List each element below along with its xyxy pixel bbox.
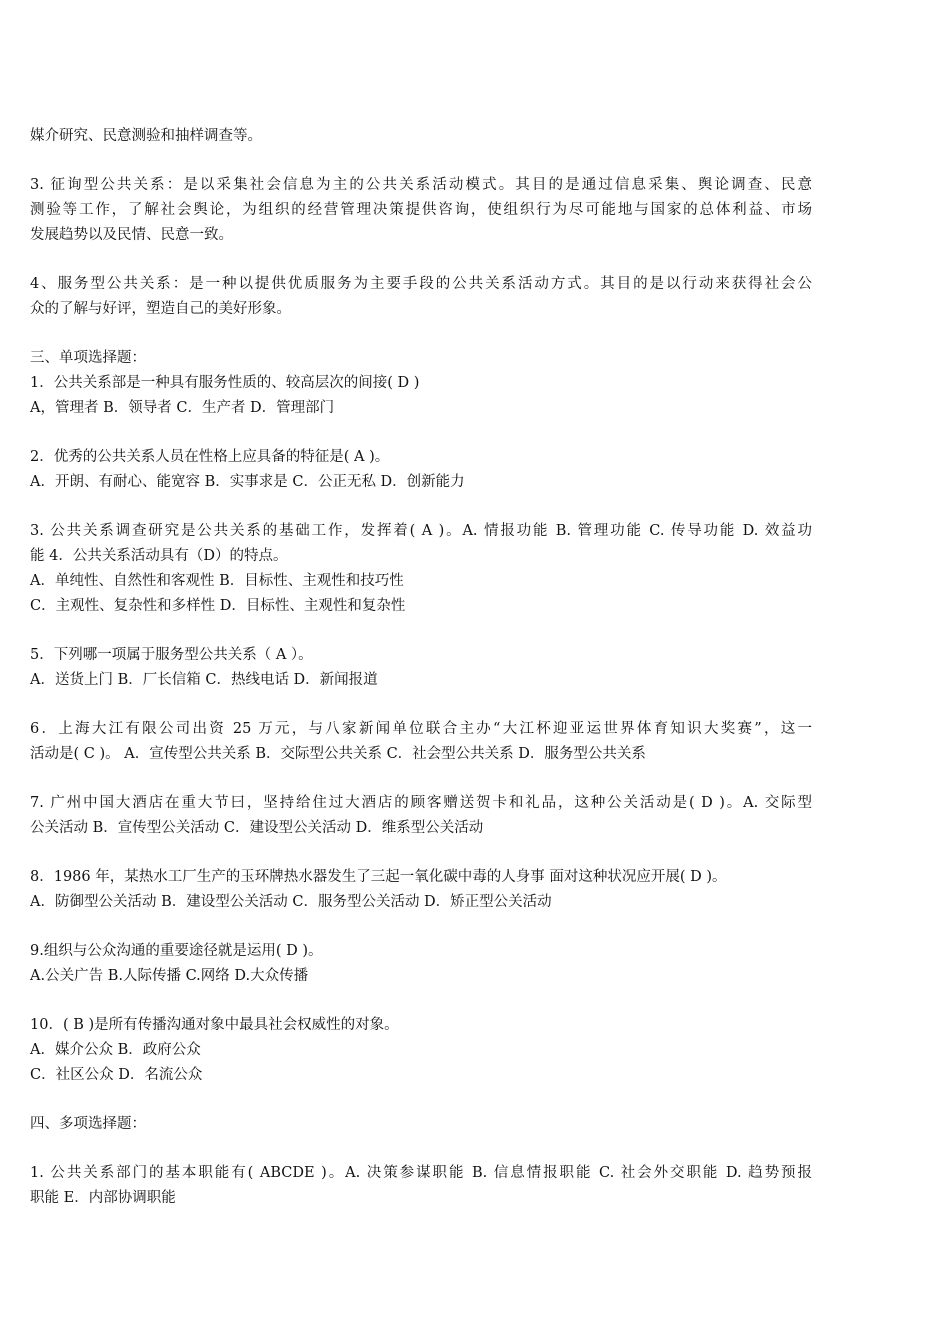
question-options: A．送货上门 B．厂长信箱 C．热线电话 D．新闻报道 <box>30 672 378 688</box>
question-options: C．社区公众 D．名流公众 <box>30 1067 203 1083</box>
question-options: A．单纯性、自然性和客观性 B．目标性、主观性和技巧性 <box>30 573 404 589</box>
question-options: A．开朗、有耐心、能宽容 B．实事求是 C．公正无私 D．创新能力 <box>30 474 465 490</box>
question-text: 3. 公共关系调查研究是公共关系的基础工作，发挥着( A )。A. 情报功能 B. 管理功能 C. 传导功能 D. 效益功 <box>30 523 812 539</box>
question-text: 1. 公共关系部门的基本职能有( ABCDE )。A. 决策参谋职能 B. 信息情报职能 C. 社会外交职能 D. 趋势预报 <box>30 1165 812 1181</box>
document-page <box>30 124 812 1211</box>
question-options: A．防御型公关活动 B．建设型公关活动 C．服务型公关活动 D．矫正型公关活动 <box>30 894 552 910</box>
paragraph-service-pr <box>30 272 812 322</box>
question-block-2 <box>30 445 812 495</box>
section-heading: 三、单项选择题： <box>30 350 146 366</box>
question-block-3-4 <box>30 519 812 619</box>
question-block-9 <box>30 939 812 989</box>
text-line: 测验等工作，了解社会舆论，为组织的经营管理决策提供咨询，使组织行为尽可能地与国家的总体利益、市场 <box>30 202 812 218</box>
question-block-7 <box>30 791 812 841</box>
paragraph-consultation-pr <box>30 173 812 248</box>
text-line: 众的了解与好评，塑造自己的美好形象。 <box>30 301 291 317</box>
question-text: 2．优秀的公共关系人员在性格上应具备的特征是( A )。 <box>30 449 390 465</box>
question-options: A．媒介公众 B．政府公众 <box>30 1042 201 1058</box>
text-line: 3. 征询型公共关系：是以采集社会信息为主的公共关系活动模式。其目的是通过信息采集、舆论调查、民意 <box>30 177 812 193</box>
question-block-mc-1 <box>30 1161 812 1211</box>
paragraph-intro <box>30 124 812 149</box>
question-text: 1．公共关系部是一种具有服务性质的、较高层次的间接( D ) <box>30 375 420 391</box>
section-heading: 四、多项选择题： <box>30 1116 146 1132</box>
question-options: 职能 E．内部协调职能 <box>30 1190 176 1206</box>
text-line: 媒介研究、民意测验和抽样调查等。 <box>30 128 262 144</box>
question-options: A，管理者 B．领导者 C．生产者 D．管理部门 <box>30 400 335 416</box>
question-text: 7. 广州中国大酒店在重大节曰，坚持给住过大酒店的顾客赠送贺卡和礼品，这种公关活动是( D )。A. 交际型 <box>30 795 812 811</box>
question-text: 能 4．公共关系活动具有（D）的特点。 <box>30 548 288 564</box>
question-block-5 <box>30 643 812 693</box>
question-block-10 <box>30 1013 812 1088</box>
section-multiple-choice <box>30 1112 812 1137</box>
question-block-8 <box>30 865 812 915</box>
text-line: 4、服务型公共关系：是一种以提供优质服务为主要手段的公共关系活动方式。其目的是以行动来获得社会公 <box>30 276 812 292</box>
question-text: 10．( B )是所有传播沟通对象中最具社会权威性的对象。 <box>30 1017 399 1033</box>
question-options: 活动是( C )。 A．宣传型公共关系 B．交际型公共关系 C．社会型公共关系 D．服务型公共关系 <box>30 746 646 762</box>
text-line: 发展趋势以及民情、民意一致。 <box>30 227 233 243</box>
question-text: 8．1986 年，某热水工厂生产的玉环牌热水器发生了三起一氧化碳中毒的人身事 面对这种状况应开展( D )。 <box>30 869 727 885</box>
question-text: 5．下列哪一项属于服务型公共关系（ A ）。 <box>30 647 313 663</box>
question-text: 6．上海大江有限公司出资 25 万元，与八家新闻单位联合主办“大江杯迎亚运世界体育知识大奖赛”，这一 <box>30 721 812 737</box>
question-options: 公关活动 B．宣传型公关活动 C．建设型公关活动 D．维系型公关活动 <box>30 820 484 836</box>
question-block-1 <box>30 346 812 421</box>
question-options: A.公关广告 B.人际传播 C.网络 D.大众传播 <box>30 968 309 984</box>
question-text: 9.组织与公众沟通的重要途径就是运用( D )。 <box>30 943 323 959</box>
question-options: C．主观性、复杂性和多样性 D．目标性、主观性和复杂性 <box>30 598 406 614</box>
question-block-6 <box>30 717 812 767</box>
